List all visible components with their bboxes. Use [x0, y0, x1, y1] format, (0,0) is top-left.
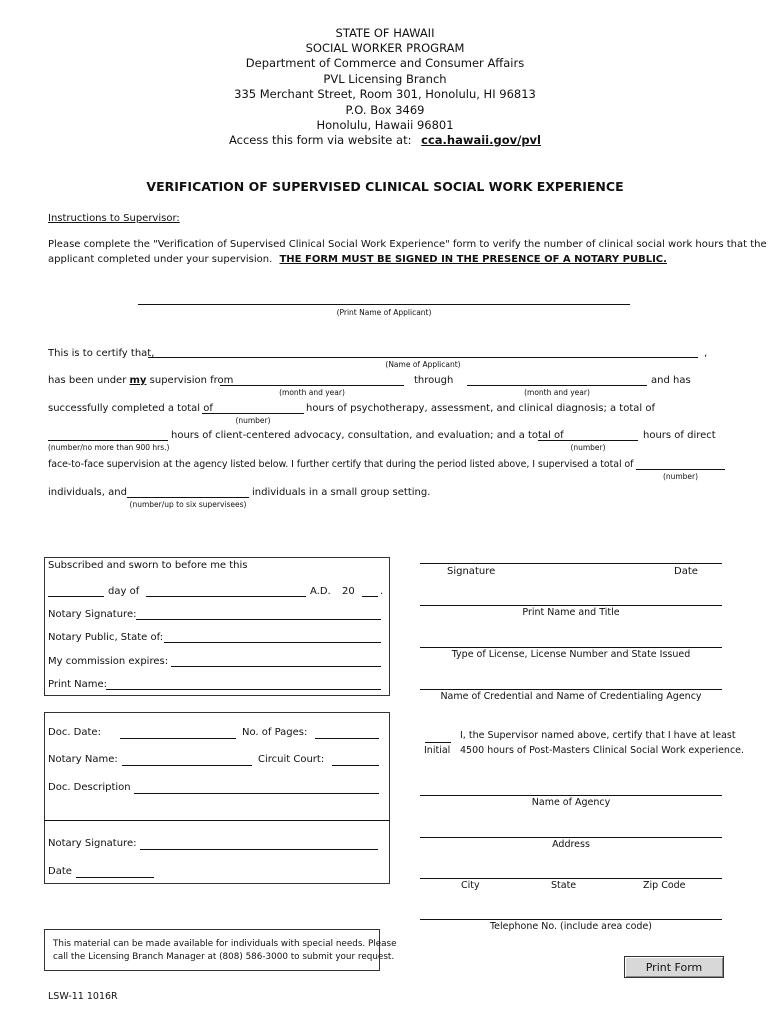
- notary-requirement: THE FORM MUST BE SIGNED IN THE PRESENCE OF A NOTARY PUBLIC.: [279, 254, 667, 265]
- commission-label: My commission expires:: [48, 656, 169, 667]
- direct-supervision-hours-line[interactable]: [538, 440, 638, 441]
- psychotherapy-hours-line[interactable]: [202, 413, 304, 414]
- commission-line[interactable]: [171, 666, 381, 667]
- header-pobox: P.O. Box 3469: [345, 103, 425, 117]
- supervisor-credential-line[interactable]: [420, 689, 722, 690]
- certify-comma: ,: [704, 348, 708, 359]
- supervisor-license-line[interactable]: [420, 647, 722, 648]
- doc-box-divider: [44, 820, 390, 821]
- subscribed-text: Subscribed and sworn to before me this: [48, 560, 248, 571]
- state-label: State: [551, 880, 577, 891]
- small-group-text: individuals in a small group setting.: [252, 487, 431, 498]
- doc-description-label: Doc. Description: [48, 782, 131, 793]
- my-emphasis: my: [129, 375, 147, 386]
- advocacy-hours-line[interactable]: [48, 440, 168, 441]
- doc-date-line[interactable]: [120, 738, 236, 739]
- city-state-zip-line[interactable]: [420, 878, 722, 879]
- small-group-label: (number/up to six supervisees): [129, 500, 247, 509]
- day-line[interactable]: [48, 596, 104, 597]
- header-department: Department of Commerce and Consumer Affairs: [245, 56, 525, 70]
- successfully-text: successfully completed a total of: [48, 403, 213, 414]
- from-month-year-label: (month and year): [279, 388, 345, 397]
- city-label: City: [461, 880, 480, 891]
- instructions-text-2: [48, 254, 667, 265]
- ad-text: A.D.: [310, 586, 331, 597]
- header-program: SOCIAL WORKER PROGRAM: [305, 41, 465, 55]
- advocacy-text: hours of client-centered advocacy, consultation, and evaluation; and a total of: [171, 430, 564, 441]
- through-month-year-label: (month and year): [524, 388, 590, 397]
- pages-label: No. of Pages:: [242, 727, 308, 738]
- day-of-text: day of: [108, 586, 140, 597]
- month-line[interactable]: [146, 596, 306, 597]
- agency-name-label: Name of Agency: [531, 797, 611, 808]
- header-state: STATE OF HAWAII: [335, 26, 435, 40]
- supervisor-date-label: Date: [674, 566, 698, 577]
- individuals-supervised-line[interactable]: [636, 469, 725, 470]
- notary-signature-label: Notary Signature:: [48, 609, 137, 620]
- address-label: Address: [552, 839, 590, 850]
- instructions-text-2a: applicant completed under your supervision.: [48, 254, 273, 265]
- certify-intro: This is to certify that,: [48, 348, 155, 359]
- form-code: LSW-11 1016R: [48, 991, 118, 1002]
- notary-print-name-line[interactable]: [106, 689, 381, 690]
- doc-date-label: Doc. Date:: [48, 727, 101, 738]
- notary-name-line[interactable]: [122, 765, 252, 766]
- supervisor-license-label: Type of License, License Number and State Issued: [451, 649, 691, 660]
- supervisor-print-name-line[interactable]: [420, 605, 722, 606]
- face-to-face-text: face-to-face supervision at the agency listed below. I further certify that during the period listed above, I supervised a total of: [48, 459, 634, 470]
- doc-description-line[interactable]: [134, 793, 379, 794]
- advocacy-hours-label: (number/no more than 900 hrs.): [48, 443, 170, 452]
- telephone-line[interactable]: [420, 919, 722, 920]
- supervisor-credential-label: Name of Credential and Name of Credentialing Agency: [440, 691, 702, 702]
- doc-notary-signature-label: Notary Signature:: [48, 838, 137, 849]
- form-title: VERIFICATION OF SUPERVISED CLINICAL SOCIAL WORK EXPERIENCE: [146, 179, 624, 194]
- print-form-button[interactable]: Print Form: [624, 956, 724, 978]
- access-prefix: Access this form via website at:: [229, 133, 412, 147]
- doc-date-signed-line[interactable]: [76, 877, 154, 878]
- from-month-year-line[interactable]: [220, 385, 404, 386]
- supervisor-print-name-label: Print Name and Title: [522, 607, 620, 618]
- instructions-text-1: Please complete the "Verification of Supervised Clinical Social Work Experience" form to verify the number of clinical social work hours that the: [48, 239, 767, 250]
- address-line[interactable]: [420, 837, 722, 838]
- supervisor-initial-label: Initial: [424, 745, 451, 756]
- header-access-line: [0, 133, 770, 147]
- pages-line[interactable]: [315, 738, 379, 739]
- special-needs-notice: [44, 929, 397, 971]
- through-month-year-line[interactable]: [467, 385, 647, 386]
- psychotherapy-hours-label: (number): [235, 416, 271, 425]
- notice-line-2: call the Licensing Branch Manager at (808) 586-3000 to submit your request.: [53, 952, 395, 962]
- individuals-and-text: individuals, and: [48, 487, 127, 498]
- notary-print-name-label: Print Name:: [48, 679, 108, 690]
- doc-date-signed-label: Date: [48, 866, 72, 877]
- supervisor-signature-label: Signature: [447, 566, 496, 577]
- notary-state-label: Notary Public, State of:: [48, 632, 164, 643]
- direct-supervision-hours-label: (number): [570, 443, 606, 452]
- notary-jurat-box: [44, 557, 390, 696]
- notary-name-label: Notary Name:: [48, 754, 118, 765]
- year-line[interactable]: [362, 596, 378, 597]
- header-city: Honolulu, Hawaii 96801: [316, 118, 454, 132]
- supervisor-certify-line-1: I, the Supervisor named above, certify that I have at least: [460, 730, 736, 741]
- notary-state-line[interactable]: [164, 642, 381, 643]
- circuit-court-label: Circuit Court:: [258, 754, 325, 765]
- supervisor-signature-line[interactable]: [420, 563, 722, 564]
- supervisor-initial-line[interactable]: [425, 742, 451, 743]
- instructions-heading: Instructions to Supervisor:: [48, 213, 180, 224]
- individuals-supervised-label: (number): [662, 472, 699, 481]
- has-been-under: has been under: [48, 375, 127, 386]
- header-street: 335 Merchant Street, Room 301, Honolulu, HI 96813: [234, 87, 536, 101]
- year-prefix-text: 20: [342, 586, 355, 597]
- website-link[interactable]: cca.hawaii.gov/pvl: [421, 133, 541, 147]
- circuit-court-line[interactable]: [332, 765, 379, 766]
- psychotherapy-text: hours of psychotherapy, assessment, and clinical diagnosis; a total of: [306, 403, 655, 414]
- small-group-line[interactable]: [127, 497, 249, 498]
- hours-of-direct-text: hours of direct: [643, 430, 716, 441]
- applicant-name-label: (Name of Applicant): [385, 360, 461, 369]
- zip-label: Zip Code: [643, 880, 686, 891]
- agency-name-line[interactable]: [420, 795, 722, 796]
- applicant-name-line[interactable]: [148, 357, 698, 358]
- notary-signature-line[interactable]: [136, 619, 381, 620]
- header-branch: PVL Licensing Branch: [323, 72, 447, 86]
- applicant-print-name-label: (Print Name of Applicant): [336, 308, 432, 317]
- notice-line-1: This material can be made available for individuals with special needs. Please: [53, 939, 397, 949]
- and-has-text: and has: [651, 375, 691, 386]
- supervisor-certify-line-2: 4500 hours of Post-Masters Clinical Social Work experience.: [460, 745, 745, 756]
- supervision-text: [48, 375, 233, 386]
- telephone-label: Telephone No. (include area code): [489, 921, 653, 932]
- doc-notary-signature-line[interactable]: [140, 849, 378, 850]
- supervision-from: supervision from: [149, 375, 234, 386]
- year-period: .: [380, 586, 384, 597]
- through-text: through: [414, 375, 454, 386]
- applicant-print-name-line[interactable]: [138, 304, 630, 305]
